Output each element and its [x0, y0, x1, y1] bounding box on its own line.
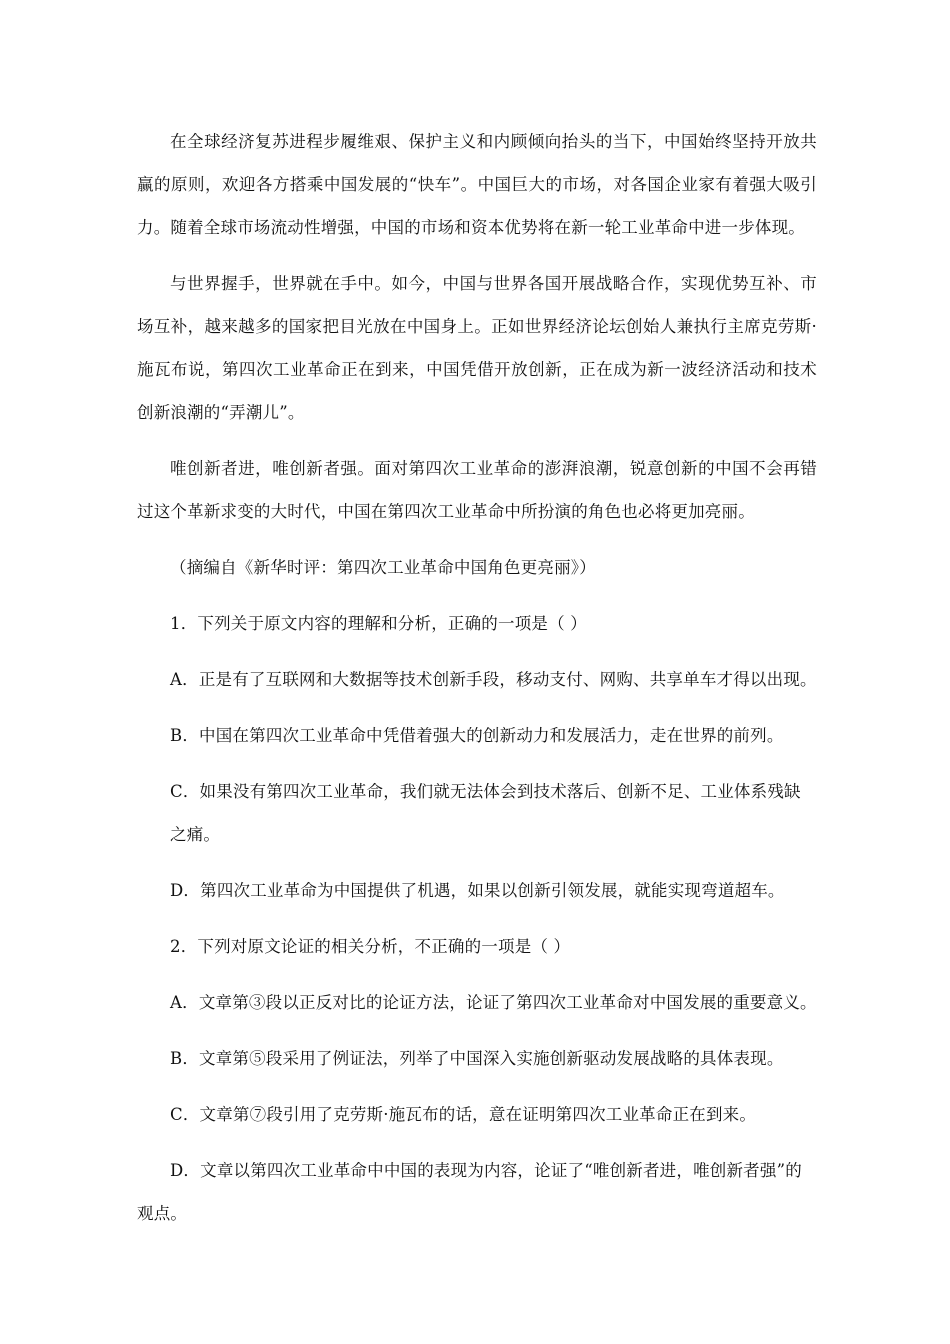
question-2-option-a: A．文章第③段以正反对比的论证方法，论证了第四次工业革命对中国发展的重要意义。 [170, 993, 817, 1012]
passage-paragraph-2: 与世界握手，世界就在手中。如今，中国与世界各国开展战略合作，实现优势互补、市场互补，越来越多的国家把目光放在中国身上。正如世界经济论坛创始人兼执行主席克劳斯·施瓦布说，第四次工业革命正在到来，中国凭借开放创新，正在成为新一波经济活动和技术创新浪潮的“弄潮儿”。 [137, 274, 817, 422]
question-1-option-b: B．中国在第四次工业革命中凭借着强大的创新动力和发展活力，走在世界的前列。 [170, 726, 784, 745]
question-2-option-b: B．文章第⑤段采用了例证法，列举了中国深入实施创新驱动发展战略的具体表现。 [170, 1049, 784, 1068]
question-1-option-d: D．第四次工业革命为中国提供了机遇，如果以创新引领发展，就能实现弯道超车。 [170, 881, 785, 900]
passage-source: （摘编自《新华时评：第四次工业革命中国角色更亮丽》） [170, 558, 596, 577]
document-body [137, 120, 817, 1248]
question-2-option-c: C．文章第⑦段引用了克劳斯·施瓦布的话，意在证明第四次工业革命正在到来。 [170, 1105, 757, 1124]
question-2-stem: 2．下列对原文论证的相关分析，不正确的一项是（ ） [170, 937, 571, 956]
question-1-stem: 1．下列关于原文内容的理解和分析，正确的一项是（ ） [170, 614, 587, 633]
passage-paragraph-3: 唯创新者进，唯创新者强。面对第四次工业革命的澎湃浪潮，锐意创新的中国不会再错过这个革新求变的大时代，中国在第四次工业革命中所扮演的角色也必将更加亮丽。 [137, 459, 817, 521]
passage-paragraph-1: 在全球经济复苏进程步履维艰、保护主义和内顾倾向抬头的当下，中国始终坚持开放共赢的原则，欢迎各方搭乘中国发展的“快车”。中国巨大的市场，对各国企业家有着强大吸引力。随着全球市场流动性增强，中国的市场和资本优势将在新一轮工业革命中进一步体现。 [137, 132, 817, 237]
question-2-option-d: D．文章以第四次工业革命中中国的表现为内容，论证了“唯创新者进，唯创新者强”的观点。 [137, 1161, 802, 1223]
question-1-option-a: A．正是有了互联网和大数据等技术创新手段，移动支付、网购、共享单车才得以出现。 [170, 670, 817, 689]
question-1-option-c: C．如果没有第四次工业革命，我们就无法体会到技术落后、创新不足、工业体系残缺之痛。 [170, 782, 801, 844]
